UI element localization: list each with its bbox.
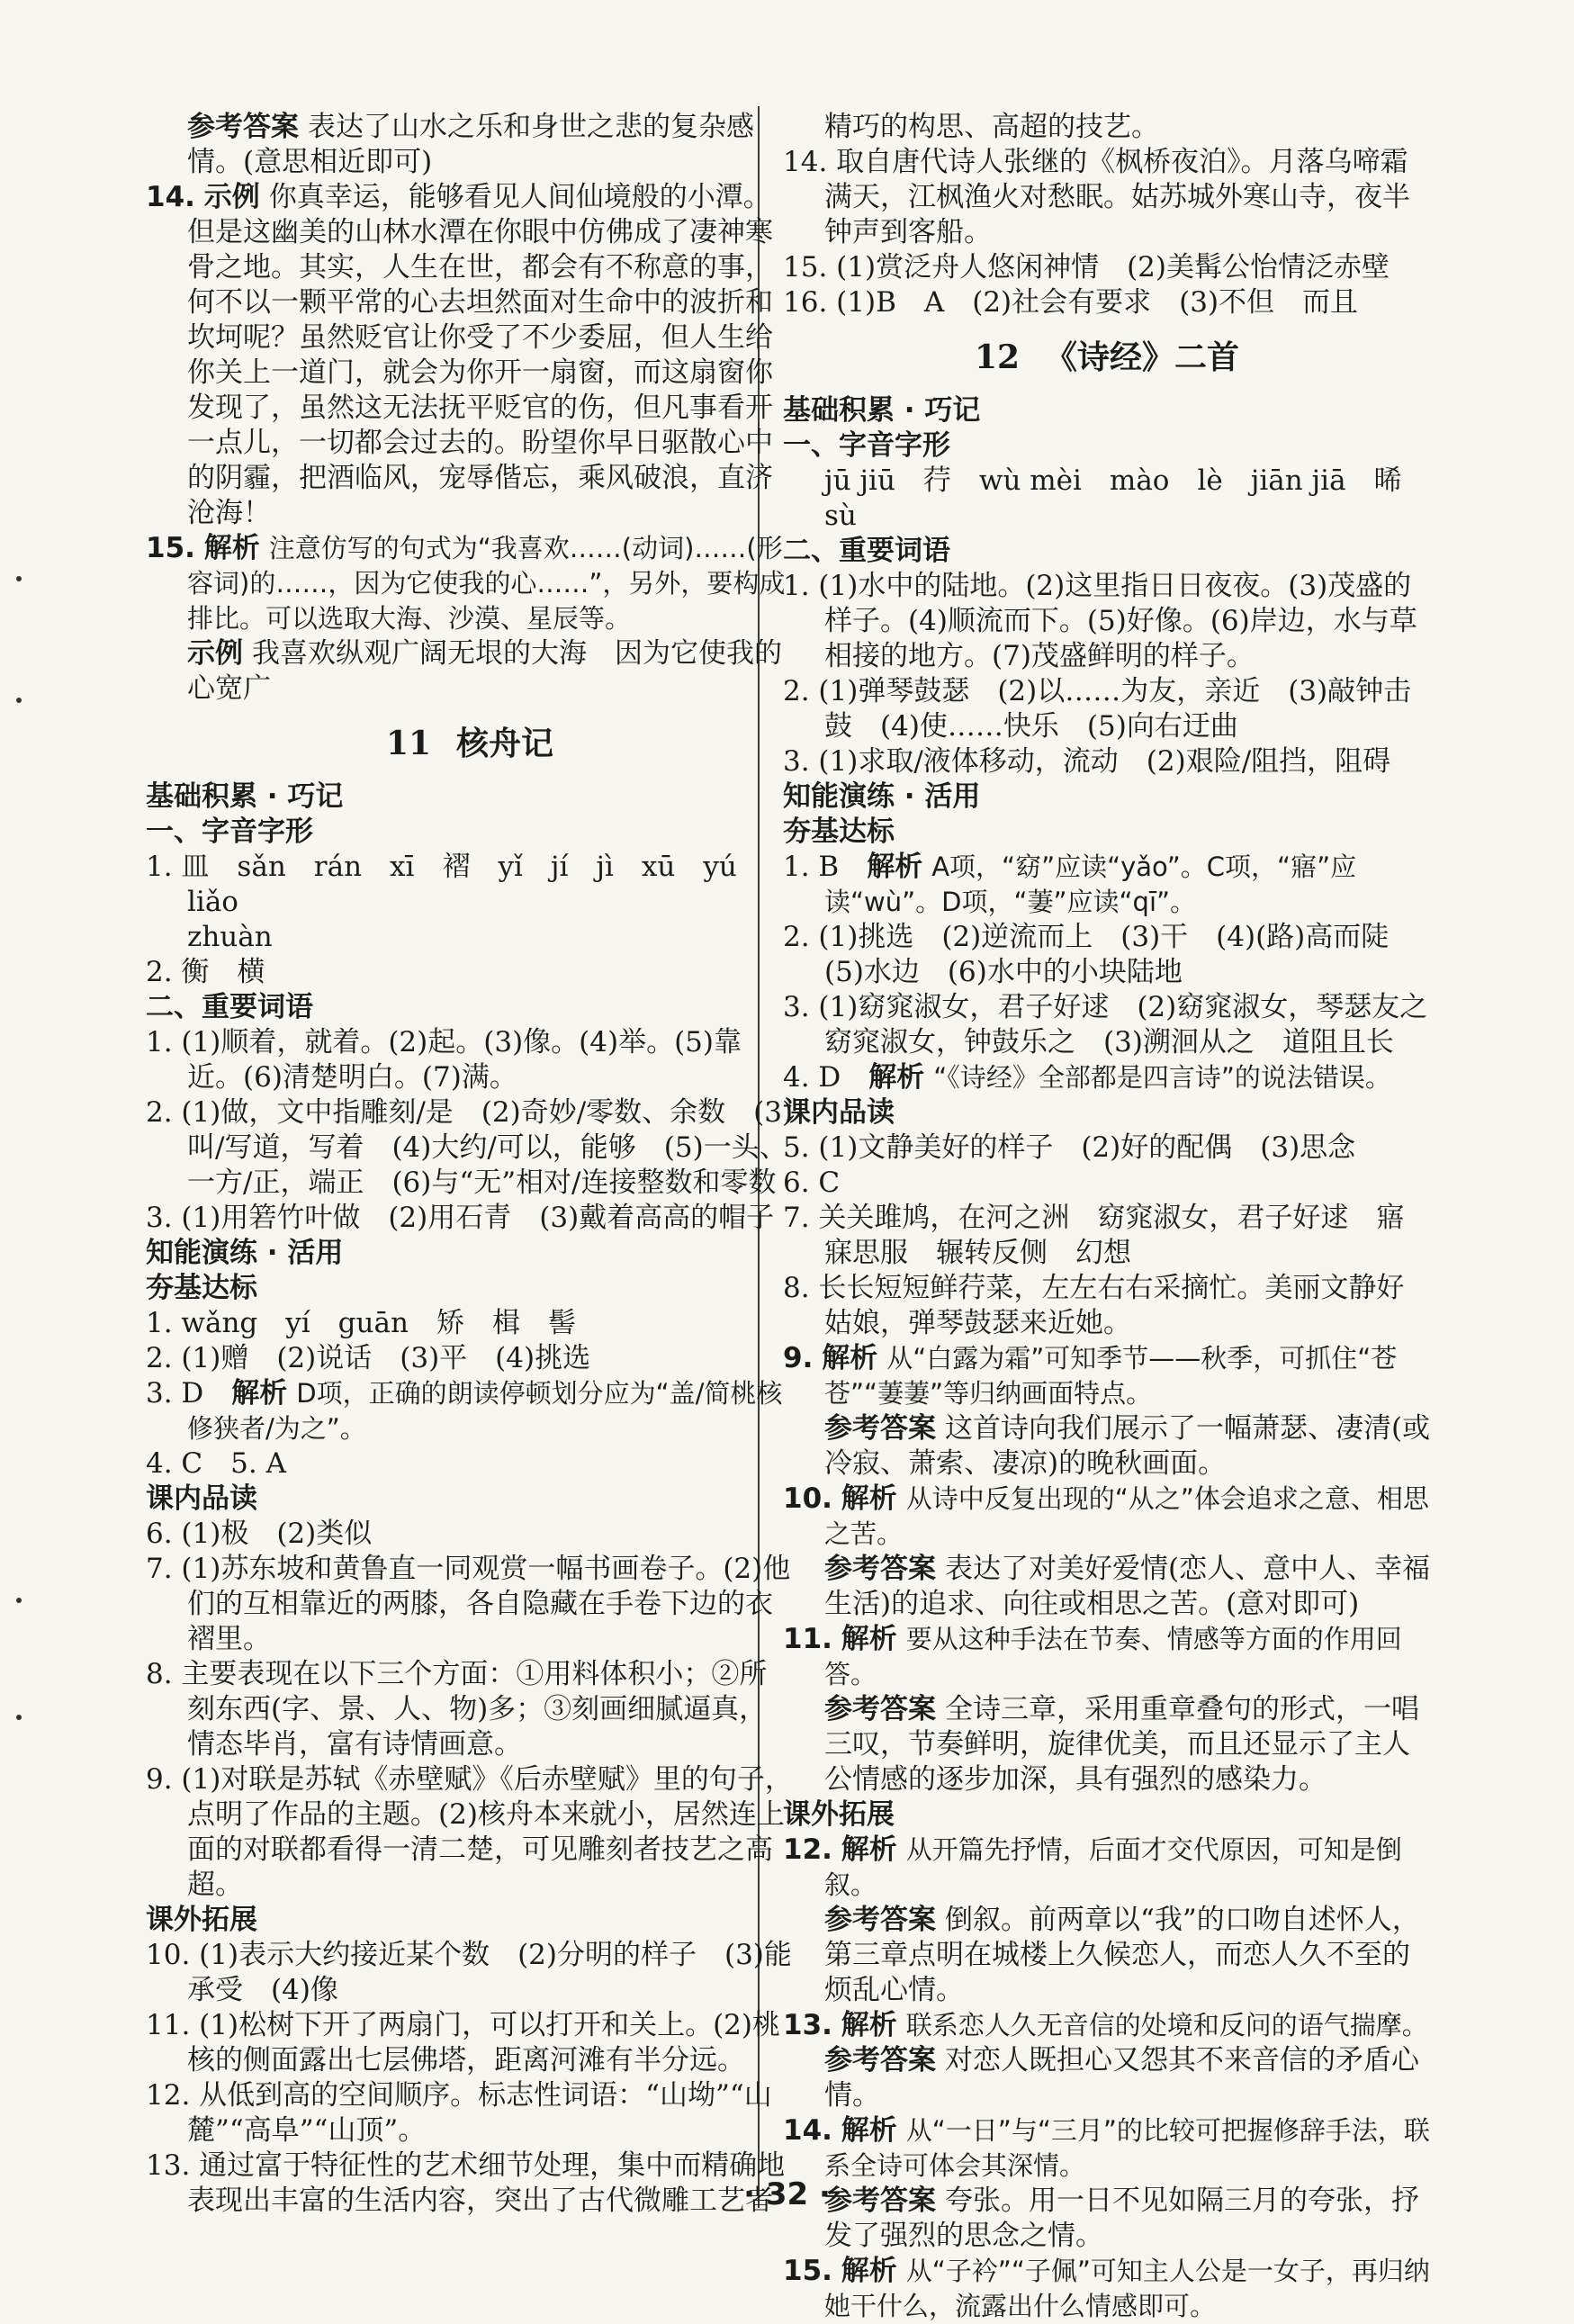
answer-line: 11. (1)松树下开了两扇门，可以打开和关上。(2)桃核的侧面露出七层佛塔，距离河滩有半分远。 <box>146 2009 780 2076</box>
analysis-label: 解析 <box>841 1833 897 1866</box>
subsection-heading: 二、重要词语 <box>146 991 313 1023</box>
example-text: 我喜欢纵观广阔无垠的大海 因为它使我的心宽广 <box>187 637 782 705</box>
answer-line: 10. (1)表示大约接近某个数 (2)分明的样子 (3)能承受 (4)像 <box>146 1939 792 2006</box>
answer-line: 8. 主要表现在以下三个方面：①用料体积小；②所刻东西(字、景、人、物)多；③刻画细腻逼真，情态毕肖，富有诗情画意。 <box>146 1658 768 1761</box>
example-label: 示例 <box>203 181 260 213</box>
analysis-label: 解析 <box>203 532 260 564</box>
answer-line: 9. (1)对联是苏轼《赤壁赋》《后赤壁赋》里的句子，点明了作品的主题。(2)核舟本来就小，居然连上面的对联都看得一清二楚，可见雕刻者技艺之高超。 <box>146 1763 793 1901</box>
answer-block <box>783 1692 1431 1797</box>
question-number: 10. <box>783 1482 832 1515</box>
analysis-label: 解析 <box>868 1061 925 1094</box>
analysis-label: 解析 <box>231 1377 288 1410</box>
example-block <box>146 636 794 707</box>
analysis-label: 解析 <box>841 1482 897 1515</box>
answer-text: 表达了山水之乐和身世之悲的复杂感情。(意思相近即可) <box>187 111 754 178</box>
chapter-name: 《诗经》二首 <box>1045 338 1240 376</box>
subsection-heading: 二、重要词语 <box>783 535 950 567</box>
question-15 <box>783 2254 1431 2324</box>
answer-text: 你真幸运，能够看见人间仙境般的小潭。但是这幽美的山林水潭在你眼中仿佛成了凄神寒骨之地。其实，人生在世，都会有不称意的事，何不以一颗平常的心去坦然面对生命中的波折和坎坷呢？虽然贬官让你受了不少委屈，但人生给你关上一道门，就会为你开一扇窗，而这扇窗你发现了，虽然这无法抚平贬官的伤，但凡事看开一点儿，一切都会过去的。盼望你早日驱散心中的阴霾，把酒临风，宠辱偕忘，乘风破浪，直济沧海！ <box>187 181 773 529</box>
answer-line: 4. C 5. A <box>146 1447 286 1480</box>
subsection-heading: 一、字音字形 <box>146 815 313 848</box>
answer-line: 3. (1)用箬竹叶做 (2)用石青 (3)戴着高高的帽子 <box>146 1202 775 1234</box>
answer-label: 参考答案 <box>187 111 299 143</box>
answer-line: 6. (1)极 (2)类似 <box>146 1518 373 1550</box>
analysis-label: 解析 <box>867 851 923 883</box>
answer-line: 16. (1)B A (2)社会有要求 (3)不但 而且 <box>783 286 1359 319</box>
answer-line: 3. (1)求取/液体移动，流动 (2)艰险/阻挡，阻碍 <box>783 745 1391 778</box>
question-13 <box>783 2008 1431 2043</box>
chapter-name: 核舟记 <box>456 725 554 762</box>
answer-line: 精巧的构思、高超的技艺。 <box>824 111 1159 143</box>
analysis-text: A项，“窈”应读“yǎo”。C项，“寤”应读“wù”。D项，“萋”应读“qī”。 <box>824 851 1357 917</box>
answer-line: 2. (1)挑选 (2)逆流而上 (3)干 (4)(路)高而陡 (5)水边 (6)水中的小块陆地 <box>783 921 1417 988</box>
margin-dot <box>16 1715 22 1720</box>
answer-line: 7. 关关雎鸠，在河之洲 窈窕淑女，君子好逑 寤寐思服 辗转反侧 幻想 <box>783 1202 1405 1269</box>
answer-text: 倒叙。前两章以“我”的口吻自述怀人，第三章点明在城楼上久候恋人，而恋人久不至的烦乱心情。 <box>824 1904 1420 2006</box>
margin-dot <box>16 698 22 703</box>
chapter-title-11 <box>146 726 794 761</box>
analysis-text: “《诗经》全部都是四言诗”的说法错误。 <box>933 1062 1391 1093</box>
page-number: · 32 · <box>743 2176 831 2212</box>
analysis-label: 解析 <box>841 2255 897 2287</box>
answer-label: 参考答案 <box>824 1904 936 1936</box>
analysis-label: 解析 <box>822 1342 878 1374</box>
chapter-title-12 <box>783 340 1431 375</box>
answer-line <box>783 1060 1431 1095</box>
answer-line: 1. (1)水中的陆地。(2)这里指日日夜夜。(3)茂盛的样子。(4)顺流而下。(5)好像。(6)岸边，水与草相接的地方。(7)茂盛鲜明的样子。 <box>783 570 1417 672</box>
answer-label: 参考答案 <box>824 2184 936 2217</box>
answer-line: 1. 皿 sǎn rán xī 褶 yǐ jí jì xū yú liǎo <box>146 851 765 918</box>
section-heading: 知能演练 · 活用 <box>783 780 981 813</box>
section-heading: 基础积累 · 巧记 <box>783 394 981 427</box>
analysis-text: 注意仿写的句式为“我喜欢……(动词)……(形容词)的……，因为它使我的心……”，另外，要构成排比。可以选取大海、沙漠、星辰等。 <box>187 533 786 634</box>
subsection-heading: 夯基达标 <box>783 815 895 848</box>
answer-label: 参考答案 <box>824 2044 936 2076</box>
question-14 <box>783 2113 1431 2184</box>
analysis-text: 联系恋人久无音信的处境和反问的语气揣摩。 <box>905 2010 1428 2040</box>
analysis-text: 要从这种手法在节奏、情感等方面的作用回答。 <box>824 1624 1402 1689</box>
question-10 <box>783 1482 1431 1552</box>
question-9 <box>783 1341 1431 1411</box>
answer-line: 15. (1)赏泛舟人悠闲神情 (2)美髯公怡情泛赤壁 <box>783 251 1390 284</box>
right-column <box>783 110 1456 2324</box>
analysis-text: D项，正确的朗读停顿划分应为“盖/简桃核修狭者/为之”。 <box>187 1378 783 1444</box>
subsection-heading: 课外拓展 <box>783 1798 895 1831</box>
question-number: 14. <box>146 181 195 213</box>
answer-block <box>783 1411 1431 1482</box>
answer-text: 对恋人既担心又怨其不来音信的矛盾心情。 <box>824 2044 1419 2112</box>
answer-line: 3. (1)窈窕淑女，君子好逑 (2)窈窕淑女，琴瑟友之 窈窕淑女，钟鼓乐之 (3)溯洄从之 道阻且长 <box>783 991 1456 1058</box>
question-15 <box>146 531 794 636</box>
answer-line <box>146 1376 794 1446</box>
answer-block <box>783 1903 1431 2008</box>
left-column <box>146 110 794 2219</box>
answer-line: 8. 长长短短鲜荇菜，左左右右采摘忙。美丽文静好姑娘，弹琴鼓瑟来近她。 <box>783 1272 1405 1339</box>
question-number: 14. <box>783 2114 832 2147</box>
answer-line: zhuàn <box>187 921 273 953</box>
answer-block <box>783 2043 1431 2113</box>
answer-line: 1. wǎng yí guān 矫 楫 髻 <box>146 1307 576 1339</box>
answer-block <box>146 110 794 180</box>
margin-dot <box>16 576 22 581</box>
question-14 <box>146 180 794 531</box>
answer-line: 6. C <box>783 1167 841 1199</box>
question-number: 11. <box>783 1623 832 1655</box>
answer-line: 7. (1)苏东坡和黄鲁直一同观赏一幅书画卷子。(2)他们的互相靠近的两膝，各自隐藏在手卷下边的衣褶里。 <box>146 1553 791 1655</box>
answer-line <box>783 850 1431 920</box>
answer-head: 3. D <box>146 1377 204 1410</box>
answer-line: 1. (1)顺着，就着。(2)起。(3)像。(4)举。(5)靠近。(6)清楚明白。(7)满。 <box>146 1026 742 1094</box>
answer-line: jū jiū 荇 wù mèi mào lè jiān jiā 晞 sù <box>824 464 1430 532</box>
answer-line: 14. 取自唐代诗人张继的《枫桥夜泊》。月落乌啼霜满天，江枫渔火对愁眠。姑苏城外寒山寺，夜半钟声到客船。 <box>783 146 1410 248</box>
analysis-text: 从“一日”与“三月”的比较可把握修辞手法，联系全诗可体会其深情。 <box>824 2115 1430 2181</box>
subsection-heading: 一、字音字形 <box>783 429 950 462</box>
example-label: 示例 <box>187 637 243 670</box>
answer-text: 全诗三章，采用重章叠句的形式，一唱三叹，节奏鲜明，旋律优美，而且还显示了主人公情感的逐步加深，具有强烈的感染力。 <box>824 1693 1419 1796</box>
answer-line: 2. 衡 横 <box>146 956 265 988</box>
subsection-heading: 课内品读 <box>783 1096 895 1129</box>
question-number: 9. <box>783 1342 814 1374</box>
question-number: 15. <box>146 532 195 564</box>
subsection-heading: 夯基达标 <box>146 1272 257 1304</box>
answer-line: 2. (1)赠 (2)说话 (3)平 (4)挑选 <box>146 1342 591 1374</box>
margin-dot <box>16 1598 22 1603</box>
subsection-heading: 课外拓展 <box>146 1904 257 1936</box>
answer-line: 2. (1)做，文中指雕刻/是 (2)奇妙/零数、余数 (3)叫/写道，写着 (4)大约/可以，能够 (5)一头、一方/正，端正 (6)与“无”相对/连接整数和零数 <box>146 1096 794 1199</box>
analysis-text: 从开篇先抒情，后面才交代原因，可知是倒叙。 <box>824 1834 1402 1900</box>
answer-label: 参考答案 <box>824 1412 936 1445</box>
answer-label: 参考答案 <box>824 1693 936 1725</box>
question-number: 12. <box>783 1833 832 1866</box>
chapter-number: 12 <box>974 338 1021 376</box>
question-11 <box>783 1622 1431 1692</box>
answer-line: 13. 通过富于特征性的艺术细节处理，集中而精确地表现出丰富的生活内容，突出了古代微雕工艺者 <box>146 2149 786 2217</box>
answer-text: 表达了对美好爱情(恋人、意中人、幸福生活)的追求、向往或相思之苦。(意对即可) <box>824 1553 1431 1620</box>
answer-text: 夸张。用一日不见如隔三月的夸张，抒发了强烈的思念之情。 <box>824 2184 1419 2252</box>
answer-text: 这首诗向我们展示了一幅萧瑟、凄清(或冷寂、萧索、凄凉)的晚秋画面。 <box>824 1412 1431 1480</box>
analysis-text: 从诗中反复出现的“从之”体会追求之意、相思之苦。 <box>824 1483 1429 1549</box>
answer-line: 12. 从低到高的空间顺序。标志性词语：“山坳”“山麓”“高阜”“山顶”。 <box>146 2079 772 2147</box>
answer-line: 2. (1)弹琴鼓瑟 (2)以……为友，亲近 (3)敲钟击鼓 (4)使……快乐 (5)向右迂曲 <box>783 675 1412 743</box>
analysis-text: 从“子衿”“子佩”可知主人公是一女子，再归纳她干什么，流露出什么情感即可。 <box>824 2256 1430 2321</box>
section-heading: 知能演练 · 活用 <box>146 1237 344 1269</box>
answer-line: 5. (1)文静美好的样子 (2)好的配偶 (3)思念 <box>783 1131 1356 1164</box>
section-heading: 基础积累 · 巧记 <box>146 780 344 813</box>
answer-label: 参考答案 <box>824 1553 936 1585</box>
analysis-label: 解析 <box>841 1623 897 1655</box>
answer-head: 4. D <box>783 1061 841 1094</box>
question-12 <box>783 1833 1431 1903</box>
answer-head: 1. B <box>783 851 840 883</box>
question-number: 13. <box>783 2009 832 2041</box>
analysis-label: 解析 <box>841 2114 897 2147</box>
chapter-number: 11 <box>385 725 432 762</box>
question-number: 15. <box>783 2255 832 2287</box>
subsection-heading: 课内品读 <box>146 1482 257 1515</box>
analysis-text: 从“白露为霜”可知季节——秋季，可抓住“苍苍”“萋萋”等归纳画面特点。 <box>824 1343 1398 1409</box>
analysis-label: 解析 <box>841 2009 897 2041</box>
answer-block <box>783 1552 1431 1622</box>
